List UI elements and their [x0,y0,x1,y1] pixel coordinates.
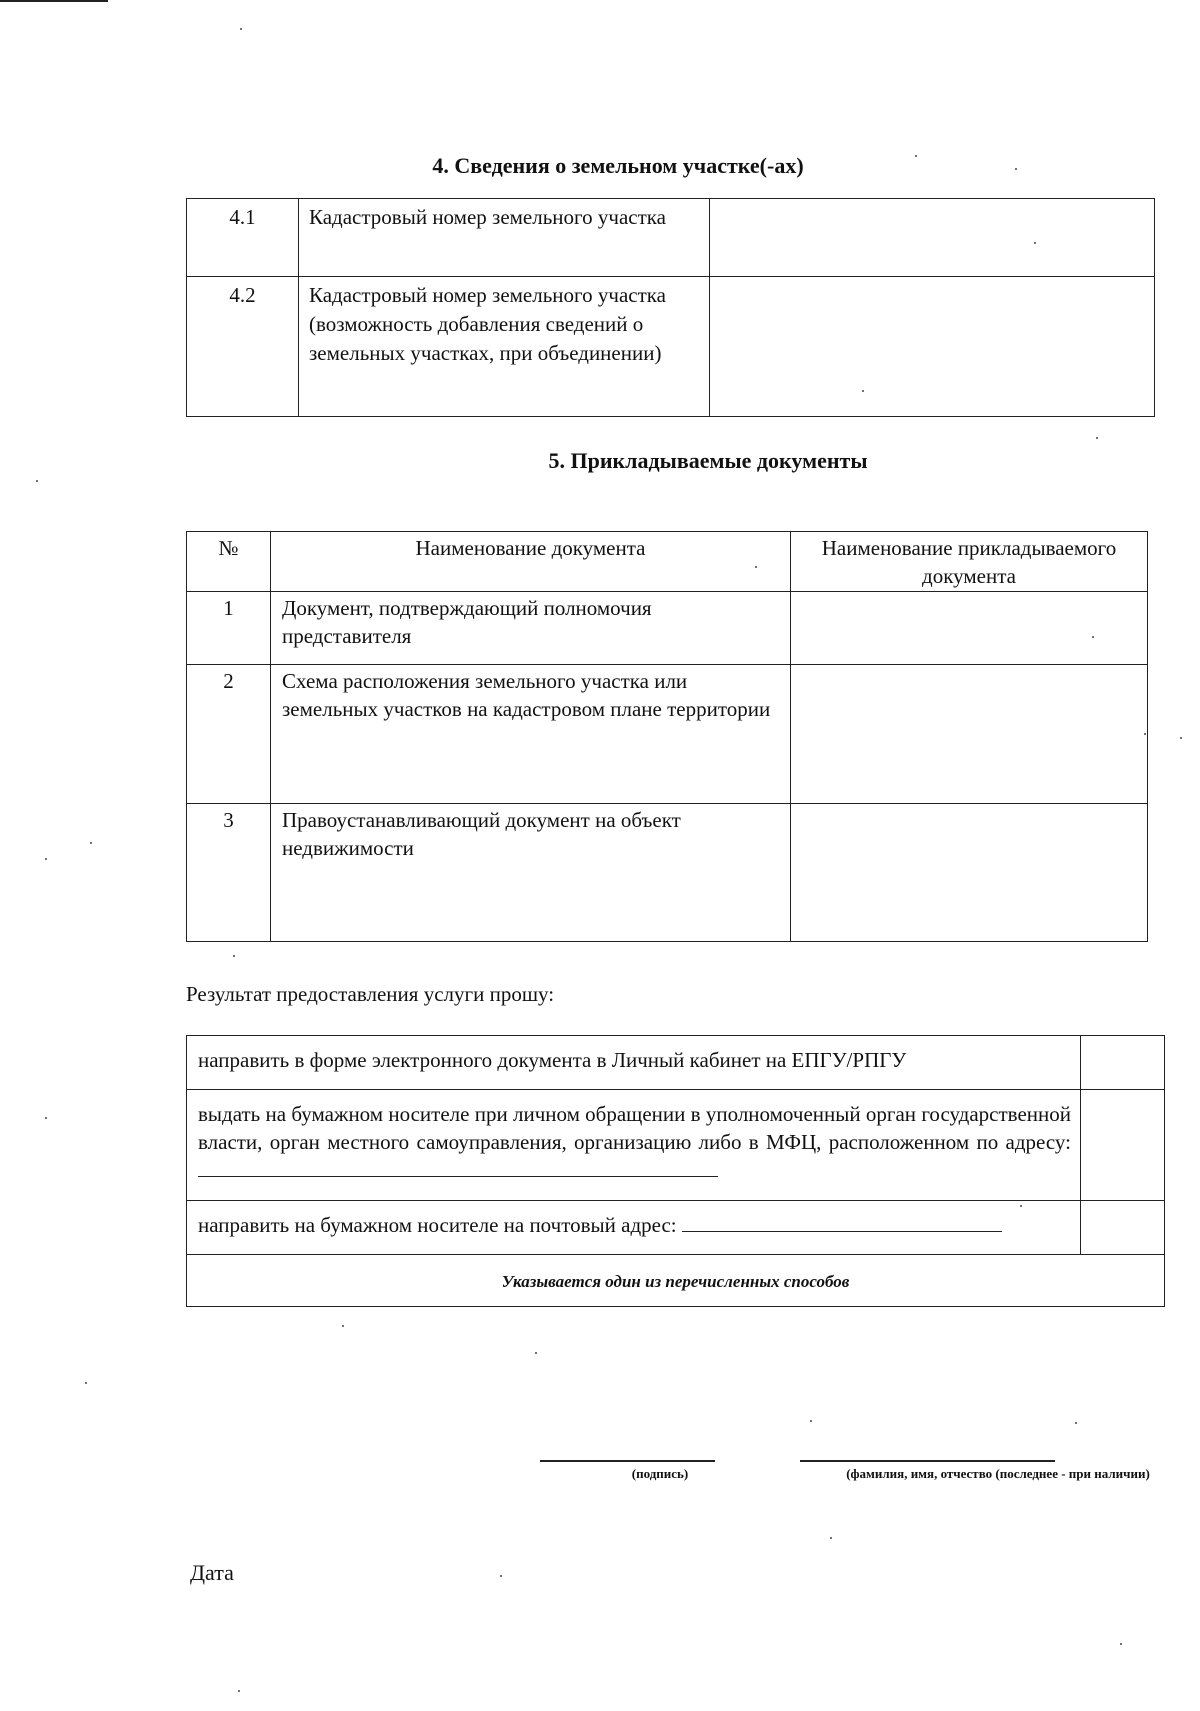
row-label: Кадастровый номер земельного участка [299,199,710,277]
row-number: 2 [187,665,271,804]
column-header-number: № [187,532,271,592]
signature-line[interactable] [540,1460,715,1462]
column-header-attached-document: Наименование прикладываемого документа [791,532,1148,592]
table-row [187,277,1155,417]
column-header-document-name: Наименование документа [271,532,791,592]
full-name-line[interactable] [800,1460,1055,1462]
table-row [187,665,1148,804]
postal-address-field[interactable] [682,1213,1002,1232]
cadastral-number-merge-field[interactable] [710,277,1155,417]
section-4-title: 4. Сведения о земельном участке(-ах) [432,153,804,178]
table-row [187,804,1148,942]
row-number: 3 [187,804,271,942]
signature-caption: (подпись) [631,1466,689,1481]
document-name: Правоустанавливающий документ на объект недвижимости [271,804,791,942]
document-name: Документ, подтверждающий полномочия представителя [271,592,791,665]
row-number: 4.2 [187,277,299,417]
option-epgu-label: направить в форме электронного документа в Личный кабинет на ЕПГУ/РПГУ [187,1036,1081,1090]
full-name-caption: (фамилия, имя, отчество (последнее - при наличии) [846,1466,1150,1481]
table-row [187,1036,1165,1090]
option-postal-cell [187,1201,1081,1255]
option-epgu-checkbox[interactable] [1081,1036,1165,1090]
table-header-row [187,532,1148,592]
result-method-table [186,1035,1165,1307]
cadastral-number-field[interactable] [710,199,1155,277]
row-number: 1 [187,592,271,665]
option-postal-label: направить на бумажном носителе на почтовый адрес: [198,1213,677,1237]
table-row [187,1201,1165,1255]
attached-document-field[interactable] [791,665,1148,804]
result-method-label: Результат предоставления услуги прошу: [186,982,555,1006]
attached-document-field[interactable] [791,592,1148,665]
address-field[interactable] [198,1158,718,1177]
table-row [187,199,1155,277]
row-number: 4.1 [187,199,299,277]
scan-edge-line [0,0,108,2]
option-postal-checkbox[interactable] [1081,1201,1165,1255]
table-row [187,592,1148,665]
table-row [187,1090,1165,1201]
attached-documents-table [186,531,1148,942]
option-in-person-cell [187,1090,1081,1201]
option-in-person-label: выдать на бумажном носителе при личном обращении в уполномоченный орган государственной власти, орган местного самоуправления, организацию либо в МФЦ, расположенном по адресу: [198,1102,1071,1154]
row-label: Кадастровый номер земельного участка (возможность добавления сведений о земельных участках, при объединении) [299,277,710,417]
land-plot-table [186,198,1155,417]
section-5-title: 5. Прикладываемые документы [548,448,868,473]
document-name: Схема расположения земельного участка или земельных участков на кадастровом плане территории [271,665,791,804]
option-in-person-checkbox[interactable] [1081,1090,1165,1201]
result-method-note: Указывается один из перечисленных способов [187,1255,1165,1307]
attached-document-field[interactable] [791,804,1148,942]
date-label: Дата [190,1560,234,1585]
table-row [187,1255,1165,1307]
